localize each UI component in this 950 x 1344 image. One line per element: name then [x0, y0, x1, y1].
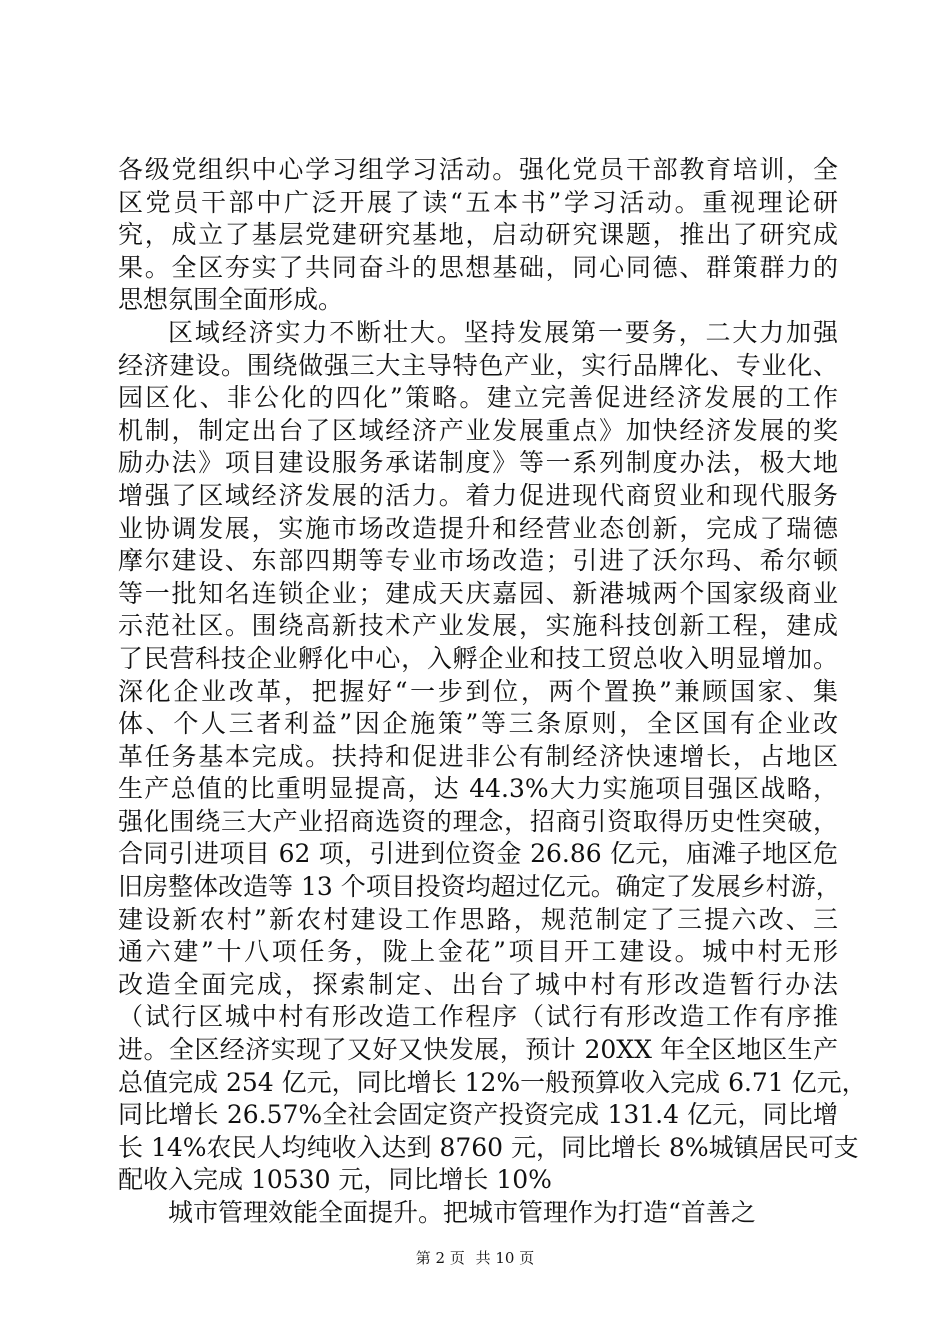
page-footer: [0, 1248, 950, 1268]
text-line: 长 14%农民人均纯收入达到 8760 元，同比增长 8%城镇居民可支: [118, 1132, 859, 1162]
text-line: 进。全区经济实现了又好又快发展，预计 20XX 年全区地区生产: [118, 1035, 838, 1065]
body-text: [118, 154, 867, 1230]
text-line: 增强了区域经济发展的活力。着力促进现代商贸业和现代服务: [118, 480, 838, 510]
text-line: 等一批知名连锁企业；建成天庆嘉园、新港城两个国家级商业: [118, 578, 838, 608]
text-line: 经济建设。围绕做强三大主导特色产业，实行品牌化、专业化、: [118, 350, 838, 380]
text-line: 业协调发展，实施市场改造提升和经营业态创新，完成了瑞德: [118, 513, 838, 543]
text-line: 通六建”十八项任务，陇上金花”项目开工建设。城中村无形: [118, 937, 838, 967]
text-line: 机制，制定出台了区域经济产业发展重点》加快经济发展的奖: [118, 415, 838, 445]
text-line: 果。全区夯实了共同奋斗的思想基础，同心同德、群策群力的: [118, 252, 838, 282]
text-line: 旧房整体改造等 13 个项目投资均超过亿元。确定了发展乡村游，: [118, 872, 841, 902]
page-number: 第 2 页: [415, 1249, 465, 1267]
text-line: 究，成立了基层党建研究基地，启动研究课题，推出了研究成: [118, 220, 838, 250]
text-line: 改造全面完成，探索制定、出台了城中村有形改造暂行办法: [118, 969, 838, 999]
text-line: 城市管理效能全面提升。把城市管理作为打造“首善之: [168, 1198, 756, 1227]
text-line: 各级党组织中心学习组学习活动。强化党员干部教育培训，全: [118, 155, 838, 184]
text-line: 园区化、非公化的四化”策略。建立完善促进经济发展的工作: [118, 383, 838, 413]
page-total: 共 10 页: [475, 1249, 535, 1267]
text-line: 了民营科技企业孵化中心，入孵企业和技工贸总收入明显增加。: [118, 643, 838, 673]
text-line: 总值完成 254 亿元，同比增长 12%一般预算收入完成 6.71 亿元，: [118, 1067, 867, 1097]
text-line: 建设新农村”新农村建设工作思路，规范制定了三提六改、三: [118, 904, 838, 934]
text-line: 配收入完成 10530 元，同比增长 10%: [118, 1165, 552, 1195]
text-line: 区党员干部中广泛开展了读“五本书”学习活动。重视理论研: [118, 187, 838, 217]
text-line: 生产总值的比重明显提高，达 44.3%大力实施项目强区战略，: [118, 774, 838, 804]
text-line: 区域经济实力不断壮大。坚持发展第一要务，二大力加强: [168, 317, 838, 347]
text-line: 思想氛围全面形成。: [118, 285, 344, 315]
text-line: 革任务基本完成。扶持和促进非公有制经济快速增长，占地区: [118, 741, 838, 771]
text-line: 励办法》项目建设服务承诺制度》等一系列制度办法，极大地: [118, 448, 838, 478]
text-line: 合同引进项目 62 项，引进到位资金 26.86 亿元，庙滩子地区危: [118, 839, 838, 869]
text-line: 体、个人三者利益”因企施策”等三条原则，全区国有企业改: [118, 709, 838, 739]
text-line: 示范社区。围绕高新技术产业发展，实施科技创新工程，建成: [118, 611, 838, 641]
text-line: 深化企业改革，把握好“一步到位，两个置换”兼顾国家、集: [118, 676, 838, 706]
text-line: 摩尔建设、东部四期等专业市场改造；引进了沃尔玛、希尔顿: [118, 546, 838, 576]
text-line: 同比增长 26.57%全社会固定资产投资完成 131.4 亿元，同比增: [118, 1100, 838, 1130]
text-line: 强化围绕三大产业招商选资的理念，招商引资取得历史性突破，: [118, 806, 838, 836]
text-line: （试行区城中村有形改造工作程序（试行有形改造工作有序推: [118, 1002, 838, 1032]
